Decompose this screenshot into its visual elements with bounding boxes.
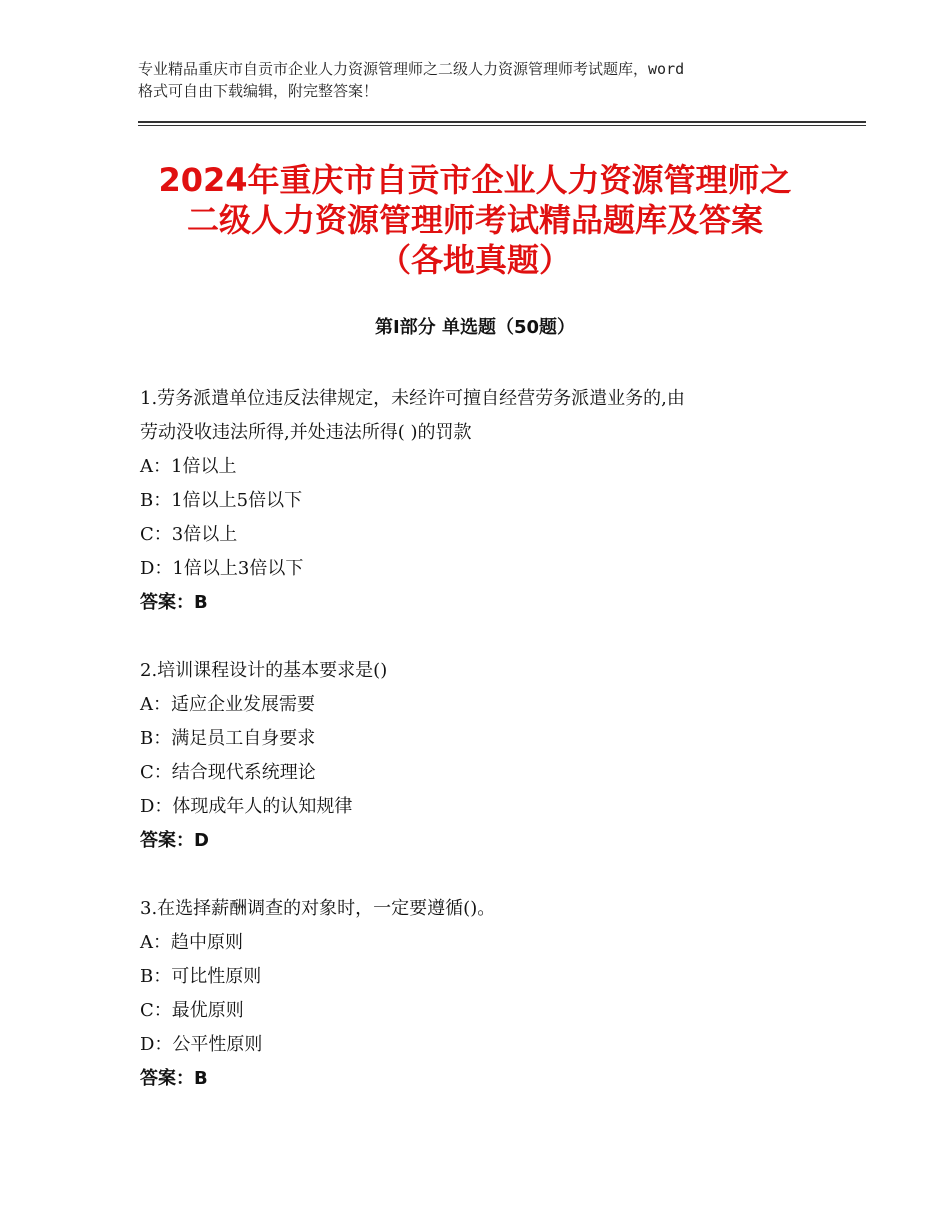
option-c: C：结合现代系统理论 bbox=[140, 762, 316, 783]
question-list bbox=[140, 382, 820, 1130]
document-title bbox=[90, 160, 860, 280]
option-a: A：适应企业发展需要 bbox=[140, 694, 315, 715]
question-3 bbox=[140, 892, 820, 1096]
question-stem bbox=[140, 892, 820, 926]
option-c: C：3倍以上 bbox=[140, 524, 238, 545]
document-title-line-3: （各地真题） bbox=[378, 241, 571, 279]
question-stem-line: 2.培训课程设计的基本要求是() bbox=[140, 660, 388, 681]
section-heading: 第Ⅰ部分 单选题（50题） bbox=[374, 317, 575, 338]
option-b: B：满足员工自身要求 bbox=[140, 728, 316, 749]
question-1 bbox=[140, 382, 820, 620]
question-stem bbox=[140, 382, 820, 450]
document-title-line-2: 二级人力资源管理师考试精品题库及答案 bbox=[186, 201, 763, 239]
option-d: D：1倍以上3倍以下 bbox=[140, 558, 304, 579]
option-a: A：趋中原则 bbox=[140, 932, 243, 953]
answer: 答案：B bbox=[140, 592, 208, 613]
header-divider-thin bbox=[138, 125, 866, 126]
question-stem-line: 3.在选择薪酬调查的对象时，一定要遵循()。 bbox=[140, 898, 496, 919]
question-stem-line: 劳动没收违法所得,并处违法所得( )的罚款 bbox=[140, 422, 472, 443]
option-c: C：最优原则 bbox=[140, 1000, 244, 1021]
header-note-line-1: 专业精品重庆市自贡市企业人力资源管理师之二级人力资源管理师考试题库，word bbox=[138, 60, 685, 78]
option-a: A：1倍以上 bbox=[140, 456, 237, 477]
question-stem bbox=[140, 654, 820, 688]
option-b: B：1倍以上5倍以下 bbox=[140, 490, 303, 511]
header-note-line-2: 格式可自由下载编辑，附完整答案！ bbox=[138, 82, 379, 100]
question-2 bbox=[140, 654, 820, 858]
answer: 答案：B bbox=[140, 1068, 208, 1089]
document-title-line-1: 2024年重庆市自贡市企业人力资源管理师之 bbox=[158, 161, 792, 199]
header-divider-thick bbox=[138, 121, 866, 123]
option-b: B：可比性原则 bbox=[140, 966, 262, 987]
option-d: D：公平性原则 bbox=[140, 1034, 263, 1055]
answer: 答案：D bbox=[140, 830, 209, 851]
option-d: D：体现成年人的认知规律 bbox=[140, 796, 353, 817]
question-stem-line: 1.劳务派遣单位违反法律规定，未经许可擅自经营劳务派遣业务的,由 bbox=[140, 388, 685, 409]
header-note bbox=[138, 58, 828, 102]
